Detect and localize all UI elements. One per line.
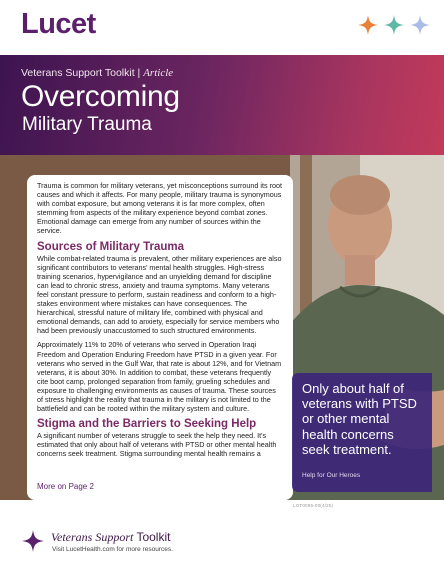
stigma-paragraph-1: A significant number of veterans struggle to seek the help they need. It's estimated that only about half of veterans with PTSD or other mental health concerns seek treatment. Stigma surrounding mental health remains a: [37, 431, 277, 459]
continue-link[interactable]: More on Page 2: [37, 482, 94, 491]
footer-url-line[interactable]: Visit LucetHealth.com for more resources.: [52, 546, 173, 553]
section-heading-sources: Sources of Military Trauma: [37, 240, 184, 253]
kicker: [21, 67, 173, 79]
document-code: LOT0095-00(4/25): [293, 503, 334, 508]
sources-paragraph-1: While combat-related trauma is prevalent, other military experiences are also significant contributors to veterans' mental health struggles. High-stress training scenarios, hypervigilance and an unyielding demand for discipline can lead to chronic stress, anxiety and trauma symptoms. Many veterans feel constant pressure to perform, sustain readiness and conform to a high-stakes environment where mistakes can have consequences. The hierarchical, stressful nature of military life, combined with physical and emotional demands, can add to anxiety, especially for service members who had been previously unaccustomed to such structured environments.: [37, 253, 282, 336]
blue-sparkle-icon: [410, 15, 430, 35]
callout-caption: Help for Our Heroes: [302, 472, 361, 479]
sources-paragraph-2: Approximately 11% to 20% of veterans who served in Operation Iraqi Freedom and Operation Enduring Freedom have PTSD in a given year. For veterans who served in the Gulf War, that rate is about 12%, and for Vietnam veterans, it is about 30%. In addition to combat, these veterans frequently cite boot camp, prolonged separation from family, grueling schedules and exposure to challenging environments as causes of trauma. These sources of stress highlight the reality that trauma in the military is not limited to the battlefield and can be rooted within the military system and culture.: [37, 340, 282, 414]
intro-paragraph: Trauma is common for military veterans, yet misconceptions surround its root causes and which it affects. For many people, military trauma is synonymous with combat exposure, but among veterans it is far more complex, often stemming from aspects of the military experience beyond combat zones. Emotional damage can emerge from any number of sources within the service.: [37, 181, 282, 236]
callout-box: [292, 373, 432, 492]
lucet-logo: Lucet: [21, 8, 96, 40]
callout-quote: Only about half of veterans with PTSD or other mental health concerns seek treatment.: [302, 381, 417, 457]
footer-brand-plain: Toolkit: [133, 530, 171, 544]
section-heading-stigma: Stigma and the Barriers to Seeking Help: [37, 418, 257, 431]
kicker-type: Article: [143, 67, 174, 79]
teal-sparkle-icon: [384, 15, 404, 35]
article-card: [27, 175, 293, 500]
page-title: Overcoming: [21, 80, 180, 113]
footer-brand-italic: Veterans Support: [51, 530, 134, 544]
page-subtitle: Military Trauma: [22, 114, 152, 135]
top-bar: [0, 0, 444, 55]
orange-sparkle-icon: [358, 15, 378, 35]
footer-star-icon: [22, 530, 44, 552]
kicker-series: Veterans Support Toolkit |: [21, 67, 144, 79]
footer-brand: [51, 530, 170, 545]
sparkle-decoration: [358, 15, 430, 35]
